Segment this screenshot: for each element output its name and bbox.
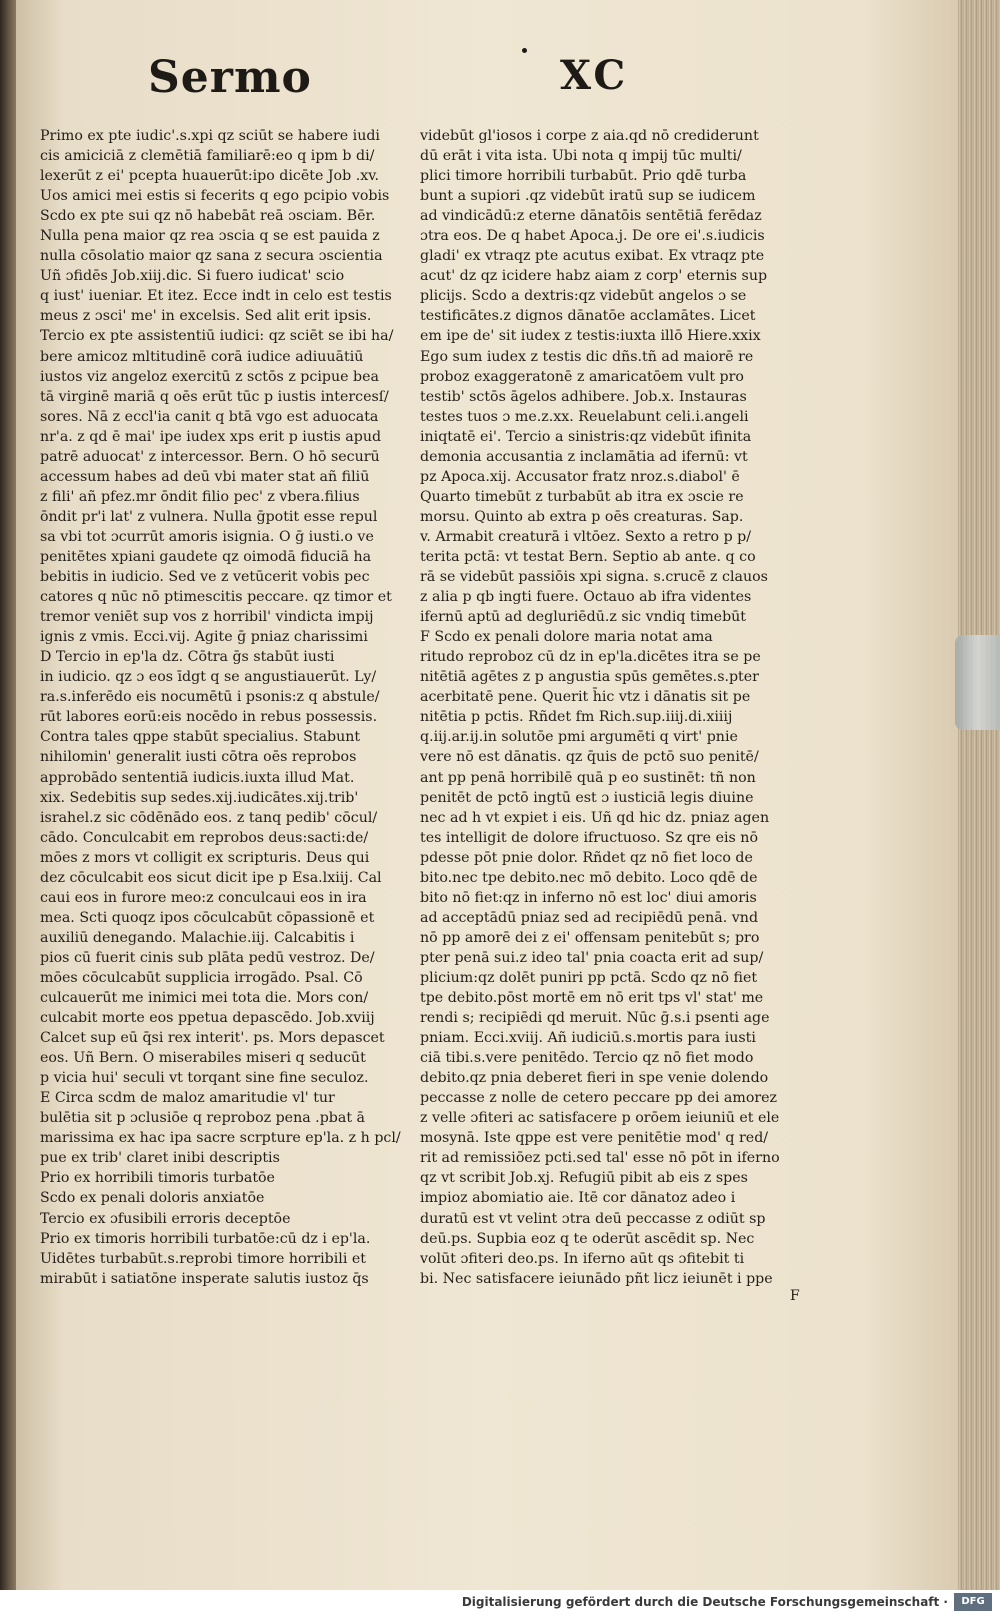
text-line: z alia p qb ingti fuere. Octauo ab ifra videntes bbox=[420, 589, 752, 606]
text-line: Nulla pena maior qz rea ɔscia q se est pauida z bbox=[40, 228, 380, 245]
text-line: tpe debito.pōst mortē em nō erit tps vl' stat' me bbox=[420, 990, 764, 1007]
text-line: culcabit morte eos ppetua depascēdo. Job.xviij bbox=[40, 1010, 375, 1027]
running-head-left: Sermo bbox=[148, 52, 312, 103]
text-column-left bbox=[40, 126, 430, 1289]
text-line: vere nō est dānatis. qz q̄uis de pctō suo penitē/ bbox=[420, 749, 759, 766]
page-clip bbox=[955, 635, 1000, 730]
text-line: proboz exaggeratonē z amaricatōem vult pro bbox=[420, 368, 744, 385]
text-line: bebitis in iudicio. Sed ve z vetūcerit vobis pec bbox=[40, 569, 370, 586]
text-line: penitētes xpiani gaudete qz oimodā fiduciā ha bbox=[40, 548, 372, 565]
text-line: rā se videbūt passiōis xpi signa. s.crucē z clauos bbox=[420, 569, 768, 586]
text-line: tes intelligit de dolore ifructuoso. Sz qre eis nō bbox=[420, 829, 758, 846]
text-line: bito.nec tpe debito.nec mō debito. Loco qdē de bbox=[420, 869, 758, 886]
text-line: Contra tales qppe stabūt specialius. Stabunt bbox=[40, 729, 361, 746]
text-line: Ego sum iudex z testis dic dñs.tñ ad maiorē re bbox=[420, 348, 754, 365]
text-line: nihilomin' generalit iusti cōtra oēs reprobos bbox=[40, 749, 357, 766]
text-line: E Circa scdm de maloz amaritudie vl' tur bbox=[40, 1090, 335, 1107]
text-line: ra.s.inferēdo eis nocumētū i psonis:z q abstule/ bbox=[40, 689, 380, 706]
text-line: bito nō fiet:qz in inferno nō est loc' diui amoris bbox=[420, 889, 757, 906]
text-line: israhel.z sic cōdēnādo eos. z tanq pedib' cōcul/ bbox=[40, 809, 378, 826]
text-line: Tercio ex ɔfusibili erroris deceptōe bbox=[40, 1210, 291, 1227]
text-line: pniam. Ecci.xviij. Añ iudiciū.s.mortis para iusti bbox=[420, 1030, 756, 1047]
dfg-logo: DFG bbox=[954, 1593, 992, 1611]
text-line: testes tuos ɔ me.z.xx. Reuelabunt celi.i.angeli bbox=[420, 408, 749, 425]
text-line: ad vindicādū:z eterne dānatōis sentētiā ferēdaz bbox=[420, 208, 762, 225]
text-line: volūt ɔfiteri deo.ps. In iferno aūt qs ɔfitebit ti bbox=[420, 1250, 745, 1267]
text-line: Uidētes turbabūt.s.reprobi timore horribili et bbox=[40, 1250, 366, 1267]
text-line: iustos viz angeloz exercitū z sctōs z pcipue bea bbox=[40, 368, 379, 385]
text-line: ritudo reproboz cū dz in ep'la.dicētes itra se pe bbox=[420, 649, 761, 666]
text-line: rūt labores eorū:eis nocēdo in rebus possessis. bbox=[40, 709, 378, 726]
signature-mark: F bbox=[790, 1288, 800, 1304]
text-line: ad acceptādū pniaz sed ad recipiēdū penā. vnd bbox=[420, 909, 759, 926]
text-line: pios cū fuerit cinis sub plāta pedū vestroz. De/ bbox=[40, 949, 375, 966]
text-line: pue ex trib' claret inibi descriptis bbox=[40, 1150, 280, 1167]
text-line: demonia accusantia z inclamātia ad ifernū: vt bbox=[420, 448, 748, 465]
text-line: Prio ex timoris horribili turbatōe:cū dz i ep'la. bbox=[40, 1230, 371, 1247]
text-line: terita pctā: vt testat Bern. Septio ab ante. q co bbox=[420, 548, 756, 565]
text-line: q iust' iueniar. Et itez. Ecce indt in celo est testis bbox=[40, 288, 392, 305]
text-line: acut' dz qz icidere habz aiam z corp' eternis sup bbox=[420, 268, 768, 285]
text-column-right bbox=[420, 126, 815, 1289]
text-line: nr'a. z qd ē mai' ipe iudex xps erit p iustis apud bbox=[40, 428, 382, 445]
text-line: sa vbi tot ɔcurrūt amoris isignia. O ḡ iusti.o ve bbox=[40, 528, 374, 545]
text-line: in iudicio. qz ɔ eos īdgt q se angustiauerūt. Ly/ bbox=[40, 669, 377, 686]
text-line: mosynā. Iste qppe est vere penitētie mod' q red/ bbox=[420, 1130, 769, 1147]
text-line: bi. Nec satisfacere ieiunādo pñt licz ieiunēt i ppe bbox=[420, 1270, 773, 1287]
text-line: em ipe de' sit iudex z testis:iuxta illō Hiere.xxix bbox=[420, 328, 761, 345]
text-line: Quarto timebūt z turbabūt ab itra ex ɔscie re bbox=[420, 488, 744, 505]
text-line: meus z ɔsci' me' in excelsis. Sed alit erit ipsis. bbox=[40, 308, 372, 325]
text-line: pz Apoca.xij. Accusator fratz nroz.s.diabol' ē bbox=[420, 468, 740, 485]
text-line: bunt a supiori .qz videbūt iratū sup se iudicem bbox=[420, 188, 756, 205]
text-line: bere amicoz mltitudinē corā iudice adiuuātiū bbox=[40, 348, 364, 365]
text-line: auxiliū denegando. Malachie.iij. Calcabitis i bbox=[40, 929, 355, 946]
text-line: iniqtatē ei'. Tercio a sinistris:qz videbūt ifinita bbox=[420, 428, 752, 445]
text-line: pdesse pōt pnie dolor. Rñdet qz nō fiet loco de bbox=[420, 849, 753, 866]
text-line: deū.ps. Supbia eoz q te oderūt ascēdit sp. Nec bbox=[420, 1230, 755, 1247]
text-line: xix. Sedebitis sup sedes.xij.iudicātes.xij.trib' bbox=[40, 789, 359, 806]
text-line: D Tercio in ep'la dz. Cōtra ḡs stabūt iusti bbox=[40, 649, 335, 666]
text-line: ōndit pr'i lat' z vulnera. Nulla ḡpotit esse repul bbox=[40, 508, 378, 525]
text-line: penitēt de pctō ingtū est ɔ iusticiā legis diuine bbox=[420, 789, 754, 806]
text-line: rendi s; recipiēdi qd meruit. Nūc ḡ.s.i psenti age bbox=[420, 1010, 770, 1027]
binding-edge bbox=[0, 0, 16, 1590]
text-line: lexerūt z ei' pcepta huauerūt:ipo dicēte Job .xv. bbox=[40, 168, 380, 185]
text-line: marissima ex hac ipa sacre scrpture ep'la. z h pcl/ bbox=[40, 1130, 401, 1147]
text-line: Calcet sup eū q̄si rex interit'. ps. Mors depascet bbox=[40, 1030, 385, 1047]
text-line: bulētia sit p ɔclusiōe q reproboz pena .pbat ā bbox=[40, 1110, 365, 1127]
footer-credit: Digitalisierung gefördert durch die Deutsche Forschungsgemeinschaft · bbox=[461, 1595, 948, 1609]
text-line: videbūt gl'iosos i corpe z aia.qd nō crediderunt bbox=[420, 128, 759, 144]
text-line: plicium:qz dolēt puniri pp pctā. Scdo qz nō fiet bbox=[420, 969, 758, 986]
text-line: ifernū aptū ad degluriēdū.z sic vndiq timebūt bbox=[420, 609, 747, 626]
text-line: approbādo sententiā iudicis.iuxta illud Mat. bbox=[40, 769, 355, 786]
text-line: z velle ɔfiteri ac satisfacere p orōem ieiuniū et ele bbox=[420, 1110, 780, 1127]
text-line: acerbitatē pene. Querit h̄ic vtz i dānatis sit pe bbox=[420, 689, 751, 706]
text-line: ciā tibi.s.vere penitēdo. Tercio qz nō fiet modo bbox=[420, 1050, 754, 1067]
text-line: gladi' ex vtraqz pte acutus exibat. Ex vtraqz pte bbox=[420, 248, 765, 265]
text-line: duratū est vt velint ɔtra deū peccasse z odiūt sp bbox=[420, 1210, 766, 1227]
text-line: Prio ex horribili timoris turbatōe bbox=[40, 1170, 275, 1187]
text-line: q.iij.ar.ij.in solutōe pmi argumēti q virt' pnie bbox=[420, 729, 738, 746]
text-line: pter penā sui.z ideo tal' pnia coacta erit ad sup/ bbox=[420, 949, 764, 966]
text-line: qz vt scribit Job.xj. Refugiū pibit ab eis z spes bbox=[420, 1170, 748, 1187]
folio-number: XC bbox=[560, 52, 629, 99]
text-line: ignis z vmis. Ecci.vij. Agite ḡ pniaz charissimi bbox=[40, 629, 368, 646]
text-line: ant pp penā horribilē quā p eo sustinēt: tñ non bbox=[420, 769, 756, 786]
text-line: eos. Uñ Bern. O miserabiles miseri q seducūt bbox=[40, 1050, 366, 1067]
page-edges bbox=[958, 0, 1000, 1590]
text-line: Primo ex pte iudic'.s.xpi qz sciūt se habere iudi bbox=[40, 128, 380, 144]
ink-dot bbox=[522, 48, 527, 53]
text-line: nō pp amorē dei z ei' offensam penitebūt s; pro bbox=[420, 929, 760, 946]
text-line: mea. Scti quoqz ipos cōculcabūt cōpassionē et bbox=[40, 909, 375, 926]
text-line: Uos amici mei estis si fecerits q ego pcipio vobis bbox=[40, 188, 390, 205]
text-line: nec ad h vt expiet i eis. Uñ qd hic dz. pniaz agen bbox=[420, 809, 770, 826]
text-line: Tercio ex pte assistentiū iudici: qz sciēt se ibi ha/ bbox=[40, 328, 394, 345]
text-line: peccasse z nolle de cetero peccare pp dei amorez bbox=[420, 1090, 778, 1107]
text-line: culcauerūt me inimici mei tota die. Mors con/ bbox=[40, 990, 369, 1007]
text-line: plici timore horribili turbabūt. Prio qdē turba bbox=[420, 168, 747, 185]
text-line: catores q nūc nō ptimescitis peccare. qz timor et bbox=[40, 589, 392, 606]
text-line: tā virginē mariā q oēs erūt tūc p iustis intercesſ/ bbox=[40, 388, 389, 405]
text-line: mōes z mors vt colligit ex scripturis. Deus qui bbox=[40, 849, 370, 866]
text-line: cādo. Conculcabit em reprobos deus:sacti:de/ bbox=[40, 829, 369, 846]
text-line: patrē aduocat' z intercessor. Bern. O hō securū bbox=[40, 448, 380, 465]
text-line: ɔtra eos. De q habet Apoca.j. De ore ei'.s.iudicis bbox=[420, 228, 765, 245]
text-line: nitētia p pctis. Rñdet fm Rich.sup.iiij.di.xiiij bbox=[420, 709, 733, 726]
text-line: rit ad remissiōez pcti.sed tal' esse nō pōt in iferno bbox=[420, 1150, 780, 1167]
text-line: p vicia hui' seculi vt torqant sine fine seculoz. bbox=[40, 1070, 369, 1087]
text-line: Scdo ex penali doloris anxiatōe bbox=[40, 1190, 265, 1207]
text-line: testificātes.z dignos dānatōe acclamātes. Licet bbox=[420, 308, 756, 325]
text-line: dū erāt i vita ista. Ubi nota q impij tūc multi/ bbox=[420, 148, 742, 165]
text-line: morsu. Quinto ab extra p oēs creaturas. Sap. bbox=[420, 508, 744, 525]
text-line: v. Armabit creaturā i vltōez. Sexto a retro p p/ bbox=[420, 528, 752, 545]
text-line: testib' sctōs āgelos adhibere. Job.x. Instauras bbox=[420, 388, 747, 405]
text-line: accessum habes ad deū vbi mater stat añ filiū bbox=[40, 468, 370, 485]
text-line: F Scdo ex penali dolore maria notat ama bbox=[420, 629, 713, 646]
text-line: cis amiciciā z clemētiā familiarē:eo q ipm b di/ bbox=[40, 148, 375, 165]
text-line: dez cōculcabit eos sicut dicit ipe p Esa.lxiij. Cal bbox=[40, 869, 382, 886]
text-line: debito.qz pnia deberet fieri in spe venie dolendo bbox=[420, 1070, 769, 1087]
text-line: mirabūt i satiatōne insperate salutis iustoz q̄s bbox=[40, 1270, 369, 1287]
text-line: Uñ ɔfidēs Job.xiij.dic. Si fuero iudicat' scio bbox=[40, 268, 345, 285]
text-line: z fili' añ pfez.mr ōndit filio pec' z vbera.filius bbox=[40, 488, 360, 505]
text-line: mōes cōculcabūt supplicia irrogādo. Psal. Cō bbox=[40, 969, 363, 986]
text-line: tremor veniēt sup vos z horribil' vindicta impij bbox=[40, 609, 374, 626]
text-line: caui eos in furore meo:z conculcaui eos in ira bbox=[40, 889, 367, 906]
text-line: plicijs. Scdo a dextris:qz videbūt angelos ɔ se bbox=[420, 288, 747, 305]
text-line: sores. Nā z eccl'ia canit q btā vgo est aduocata bbox=[40, 408, 379, 425]
footer-bar bbox=[0, 1590, 1000, 1616]
text-line: impioz abomiatio aie. Itē cor dānatoz adeo i bbox=[420, 1190, 736, 1207]
text-line: nitētiā agētes z p angustia spūs gemētes.s.pter bbox=[420, 669, 759, 686]
text-line: nulla cōsolatio maior qz sana z secura ɔscientia bbox=[40, 248, 383, 265]
text-line: Scdo ex pte sui qz nō habebāt reā ɔsciam. Bēr. bbox=[40, 208, 376, 225]
